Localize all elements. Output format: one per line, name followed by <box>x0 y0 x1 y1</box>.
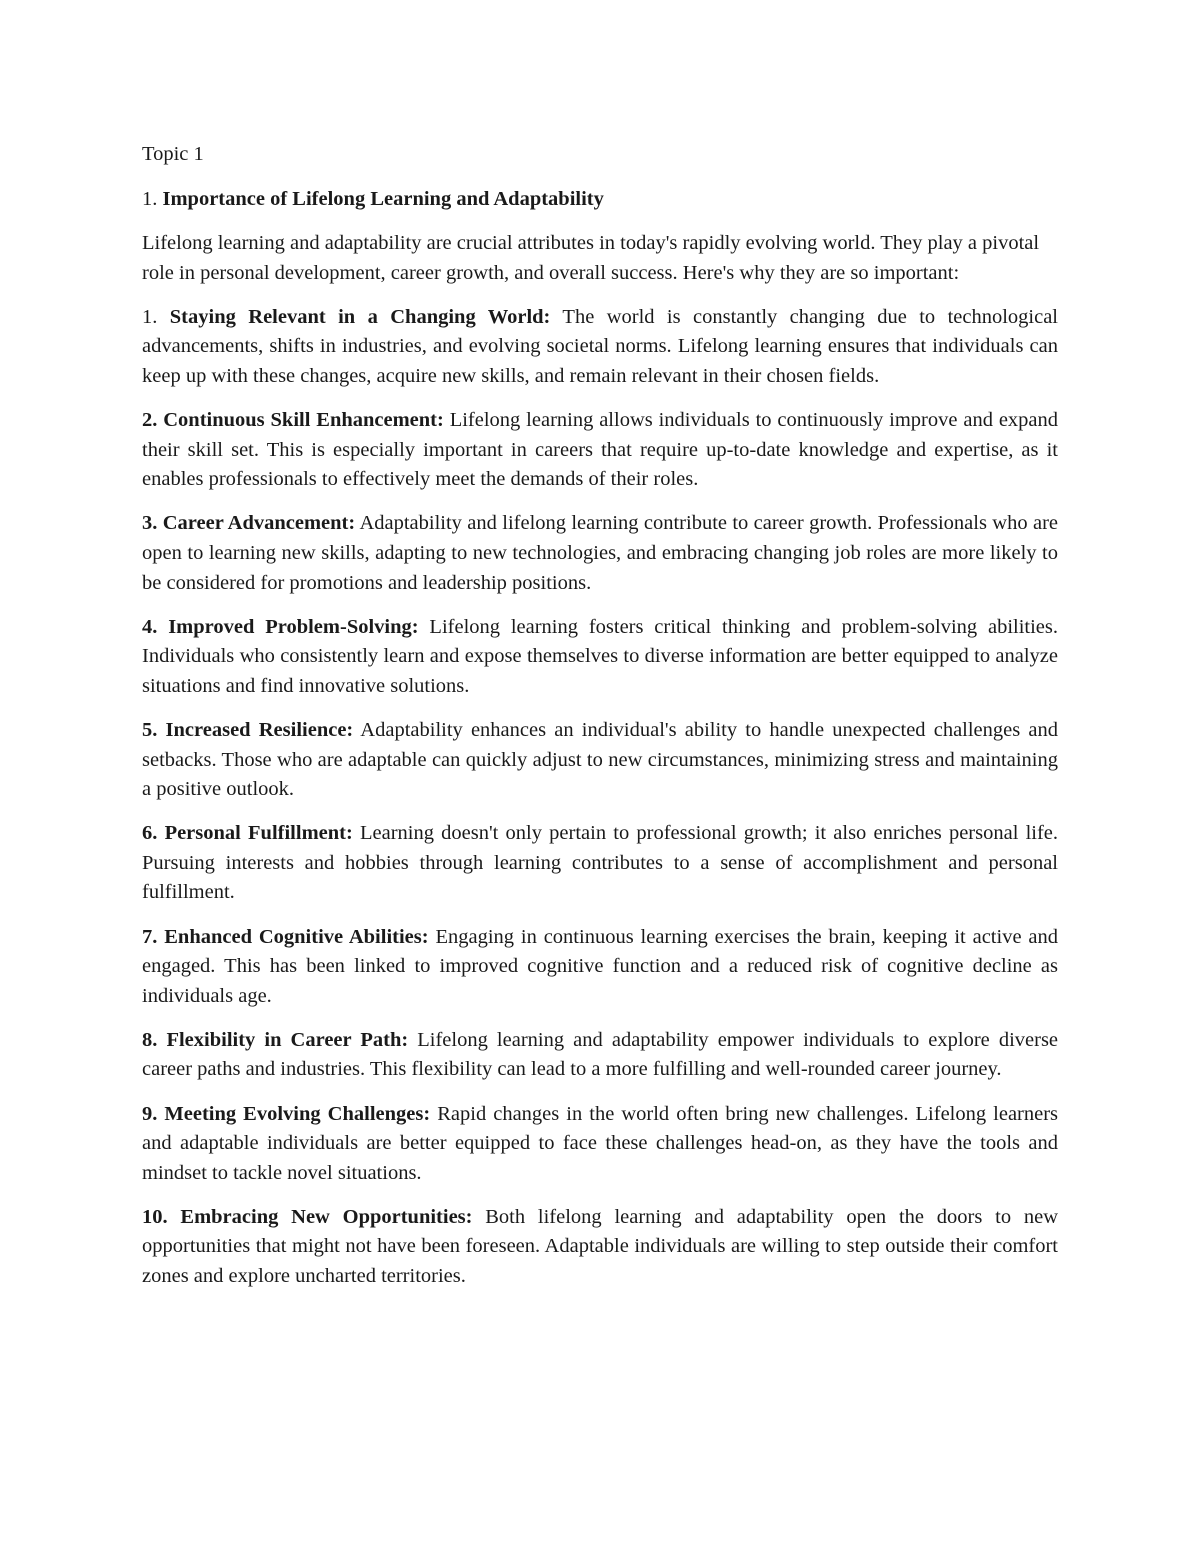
list-item-title: Increased Resilience: <box>165 719 354 741</box>
list-item-text: The world is constantly changing due to technological advancements, shifts in industries, and evolving societal norms. Lifelong learning ensures that individuals can keep up with these changes, acquire new skills, and remain relevant in their chosen fields. <box>142 305 1058 388</box>
list-item <box>142 406 1058 495</box>
list-item <box>142 613 1058 702</box>
list-item-text: Lifelong learning and adaptability empower individuals to explore diverse career paths and industries. This flexibility can lead to a more fulfilling and well-rounded career journey. <box>142 1028 1059 1081</box>
section-heading <box>142 185 1058 215</box>
list-item-title: Staying Relevant in a Changing World: <box>169 305 551 328</box>
list-item-number: 7. <box>142 925 158 948</box>
list-item <box>142 923 1058 1012</box>
list-item-number: 3. <box>142 512 158 535</box>
list-item-number: 9. <box>142 1102 158 1125</box>
list-item <box>142 716 1058 805</box>
list-item-title: Continuous Skill Enhancement: <box>163 409 444 432</box>
list-item-title: Flexibility in Career Path: <box>166 1028 409 1051</box>
list-item <box>142 1203 1058 1292</box>
list-item-text: Adaptability and lifelong learning contribute to career growth. Professionals who are open to learning new skills, adapting to new technologies, and embracing changing job roles are more likely to be considered for promotions and leadership positions. <box>142 512 1058 594</box>
list-item-title: Meeting Evolving Challenges: <box>164 1102 431 1125</box>
list-item <box>142 509 1058 598</box>
list-item-text: Rapid changes in the world often bring new challenges. Lifelong learners and adaptable individuals are better equipped to face these challenges head-on, as they have the tools and mindset to tackle novel situations. <box>142 1102 1059 1184</box>
list-item-text: Lifelong learning fosters critical thinking and problem-solving abilities. Individuals who consistently learn and expose themselves to diverse information are better equipped to analyze situations and find innovative solutions. <box>142 615 1058 697</box>
list-item <box>142 1026 1058 1085</box>
list-item-text: Lifelong learning allows individuals to continuously improve and expand their skill set. This is especially important in careers that require up-to-date knowledge and expertise, as it enables professionals to effectively meet the demands of their roles. <box>142 409 1059 491</box>
list-item-text: Engaging in continuous learning exercises the brain, keeping it active and engaged. This has been linked to improved cognitive function and a reduced risk of cognitive decline as individuals age. <box>142 925 1059 1007</box>
section-heading-number: 1. <box>142 187 158 210</box>
list-item <box>142 1100 1058 1189</box>
list-item-number: 8. <box>142 1028 158 1051</box>
section-heading-title: Importance of Lifelong Learning and Adaptability <box>162 187 604 210</box>
list-item-number: 5. <box>142 719 158 741</box>
list-item-number: 4. <box>142 615 158 638</box>
list-item-text: Both lifelong learning and adaptability open the doors to new opportunities that might not have been foreseen. Adaptable individuals are willing to step outside their comfort zones and explore uncharted territories. <box>142 1205 1058 1287</box>
list-item-title: Career Advancement: <box>162 512 356 535</box>
document-page <box>142 140 1058 1306</box>
list-item-title: Personal Fulfillment: <box>164 822 353 845</box>
list-item-title: Embracing New Opportunities: <box>180 1205 473 1228</box>
list-item <box>142 819 1058 908</box>
list-item-number: 6. <box>142 822 158 845</box>
list-item-number: 2. <box>142 409 158 432</box>
list-item-number: 10. <box>142 1205 168 1228</box>
intro-paragraph: Lifelong learning and adaptability are crucial attributes in today's rapidly evolving world. They play a pivotal role in personal development, career growth, and overall success. Here's why they are so important: <box>142 232 1040 284</box>
list-item-text: Adaptability enhances an individual's ability to handle unexpected challenges and setbacks. Those who are adaptable can quickly adjust to new circumstances, minimizing stress and maintaining a positive outlook. <box>142 719 1058 801</box>
list-item-title: Enhanced Cognitive Abilities: <box>164 925 429 948</box>
list-item-number: 1. <box>142 305 158 328</box>
list-item <box>142 303 1058 392</box>
list-item-title: Improved Problem-Solving: <box>168 615 419 638</box>
list-item-text: Learning doesn't only pertain to professional growth; it also enriches personal life. Pursuing interests and hobbies through learning contributes to a sense of accomplishment and personal fulfillment. <box>142 822 1059 904</box>
topic-label: Topic 1 <box>142 143 204 165</box>
